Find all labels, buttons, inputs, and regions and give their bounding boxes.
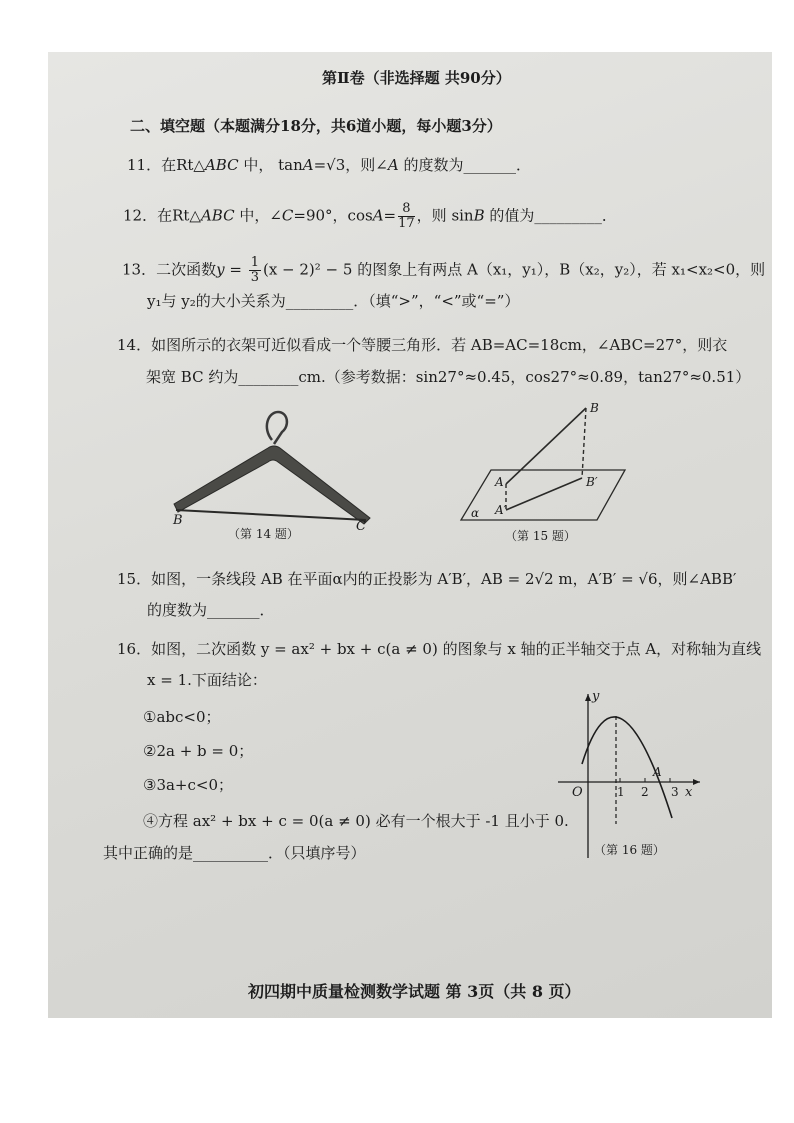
conclusion-3: ③3a+c<0； [143, 776, 234, 794]
figure-16-caption: （第 16 题） [594, 843, 665, 857]
point-a-label: A [653, 765, 662, 779]
question-16-line1: 16．如图，二次函数 y = ax² + bx + c(a ≠ 0) 的图象与 x 轴的正半轴交于点 A，对称轴为直线 [117, 640, 762, 658]
label-a: A [495, 475, 504, 489]
question-13-line1: 13．二次函数y = $\frac{1}{3}$ (x − 2)² − 5 的图象上有两点 A（x₁，y₁），B（x₂，y₂），若 x₁<x₂<0，则 [122, 255, 766, 285]
exam-sheet [48, 52, 772, 1018]
page-title: 第Ⅱ卷（非选择题 共90分） [322, 69, 511, 87]
figure-14-hanger [160, 400, 380, 545]
tick-label-2: 2 [641, 785, 649, 799]
page-footer: 初四期中质量检测数学试题 第 3页（共 8 页） [248, 982, 581, 1001]
hanger-label-b: B [173, 513, 183, 528]
label-b: B [590, 401, 599, 415]
conclusion-4: ④方程 ax² + bx + c = 0(a ≠ 0) 必有一个根大于 -1 且小于 0. [143, 812, 569, 830]
tick-label-1: 1 [617, 785, 625, 799]
label-a-prime: A′ [495, 503, 507, 517]
axis-label-y: y [592, 689, 600, 704]
question-14-line1: 14．如图所示的衣架可近似看成一个等腰三角形．若 AB=AC=18cm，∠ABC=27°，则衣 [117, 336, 728, 354]
fraction-1-3: $\frac{1}{3}$ [250, 255, 259, 285]
origin-label: O [572, 785, 583, 800]
section-title: 二、填空题（本题满分18分，共6道小题，每小题3分） [130, 117, 502, 135]
fraction-8-17: $\frac{8}{17}$ [398, 201, 415, 231]
label-b-prime: B′ [586, 475, 598, 489]
axis-label-x: x [685, 785, 693, 800]
question-11: 11．在Rt△ABC 中， tanA=√3，则∠A 的度数为_______． [127, 156, 531, 174]
label-alpha: α [471, 506, 480, 520]
question-14-line2: 架宽 BC 约为________cm.（参考数据：sin27°≈0.45，cos27°≈0.89，tan27°≈0.51） [146, 368, 751, 386]
question-16-answer: 其中正确的是__________．（只填序号） [103, 844, 366, 862]
figure-16-parabola [550, 686, 710, 864]
question-16-line2: x = 1.下面结论： [147, 671, 267, 689]
question-15-line1: 15．如图，一条线段 AB 在平面α内的正投影为 A′B′，AB = 2√2 m，A′B′ = √6，则∠ABB′ [117, 570, 737, 588]
conclusion-1: ①abc<0； [143, 708, 221, 726]
hanger-label-c: C [356, 519, 366, 534]
question-13-line2: y₁与 y₂的大小关系为_________．（填“>”，“<”或“=”） [147, 292, 520, 310]
figure-15-caption: （第 15 题） [505, 529, 576, 543]
conclusion-2: ②2a + b = 0； [143, 742, 254, 760]
figure-14-caption: （第 14 题） [228, 527, 299, 541]
question-12: 12．在Rt△ABC 中，∠C=90°，cosA= $\frac{8}{17}$ ，则 sinB 的值为_________． [123, 201, 617, 231]
tick-label-3: 3 [671, 785, 679, 799]
figure-15-projection [455, 398, 635, 546]
question-15-line2: 的度数为_______． [147, 601, 275, 619]
